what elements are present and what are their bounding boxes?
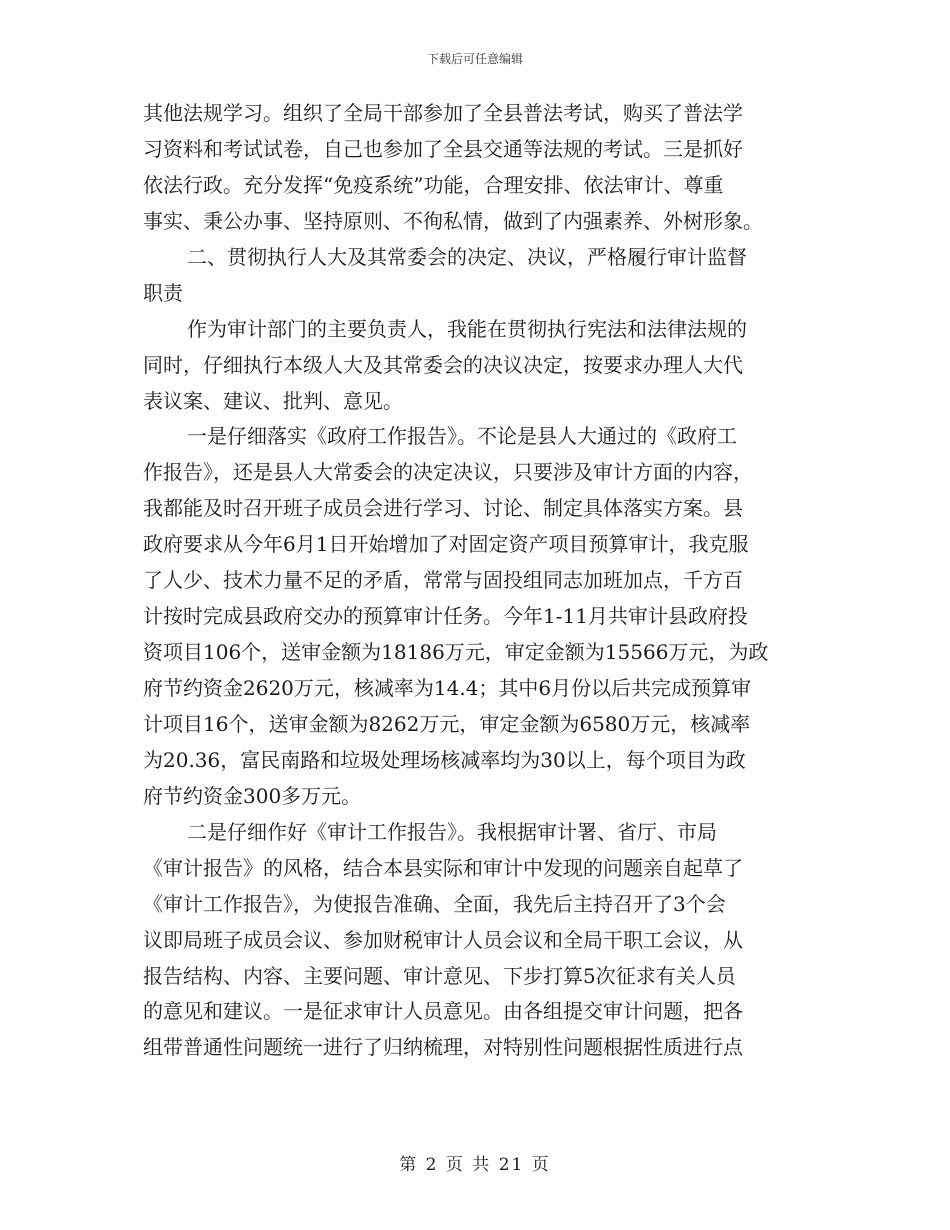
text-line: 计按时完成县政府交办的预算审计任务。今年1-11月共审计县政府投 — [143, 604, 748, 629]
text-line: 依法行政。充分发挥“免疫系统”功能，合理安排、依法审计、尊重 — [143, 172, 724, 197]
page-header: 下载后可任意编辑 — [426, 52, 523, 66]
text-line: 我都能及时召开班子成员会进行学习、讨论、制定具体落实方案。县 — [143, 496, 743, 521]
text-line: 表议案、建议、批判、意见。 — [143, 388, 403, 413]
text-line: 其他法规学习。组织了全局干部参加了全县普法考试，购买了普法学 — [143, 101, 743, 125]
text-line: 事实、秉公办事、坚持原则、不徇私情，做到了内强素养、外树形象。 — [143, 208, 763, 233]
text-line: 议即局班子成员会议、参加财税审计人员会议和全局干职工会议，从 — [143, 927, 743, 952]
text-line: 资项目106个，送审金额为18186万元，审定金额为15566万元，为政 — [143, 640, 769, 665]
document-body — [143, 96, 808, 1066]
text-line: 为20.36，富民南路和垃圾处理场核减率均为30以上，每个项目为政 — [143, 747, 746, 772]
text-line: 作报告》，还是县人大常委会的决定决议，只要涉及审计方面的内容， — [143, 460, 753, 485]
text-line: 府节约资金2620万元，核减率为14.4；其中6月份以后共完成预算审 — [143, 676, 752, 700]
text-line: 同时，仔细执行本级人大及其常委会的决议决定，按要求办理人大代 — [143, 352, 743, 377]
text-line: 职责 — [143, 280, 183, 305]
text-line: 作为审计部门的主要负责人，我能在贯彻执行宪法和法律法规的 — [187, 316, 747, 341]
text-line: 政府要求从今年6月1日开始增加了对固定资产项目预算审计，我克服 — [143, 532, 749, 557]
text-line: 一是仔细落实《政府工作报告》。不论是县人大通过的《政府工 — [187, 424, 737, 449]
text-line: 组带普通性问题统一进行了归纳梳理，对特别性问题根据性质进行点 — [143, 1035, 743, 1060]
text-line: 府节约资金300多万元。 — [143, 783, 362, 808]
text-line: 报告结构、内容、主要问题、审计意见、下步打算5次征求有关人员 — [143, 963, 736, 988]
text-line: 二、贯彻执行人大及其常委会的决定、决议，严格履行审计监督 — [187, 244, 747, 269]
text-line: 二是仔细作好《审计工作报告》。我根据审计署、省厅、市局 — [187, 819, 717, 844]
text-line: 计项目16个，送审金额为8262万元，审定金额为6580万元，核减率 — [143, 711, 751, 736]
page-footer: 第 2 页 共 21 页 — [399, 1155, 551, 1175]
text-line: 《审计工作报告》，为使报告准确、全面，我先后主持召开了3个会 — [143, 891, 726, 916]
text-line: 的意见和建议。一是征求审计人员意见。由各组提交审计问题，把各 — [143, 999, 743, 1024]
text-line: 了人少、技术力量不足的矛盾，常常与固投组同志加班加点，千方百 — [143, 568, 743, 593]
text-line: 《审计报告》的风格，结合本县实际和审计中发现的问题亲自起草了 — [143, 855, 743, 880]
text-line: 习资料和考试试卷，自己也参加了全县交通等法规的考试。三是抓好 — [143, 136, 743, 161]
